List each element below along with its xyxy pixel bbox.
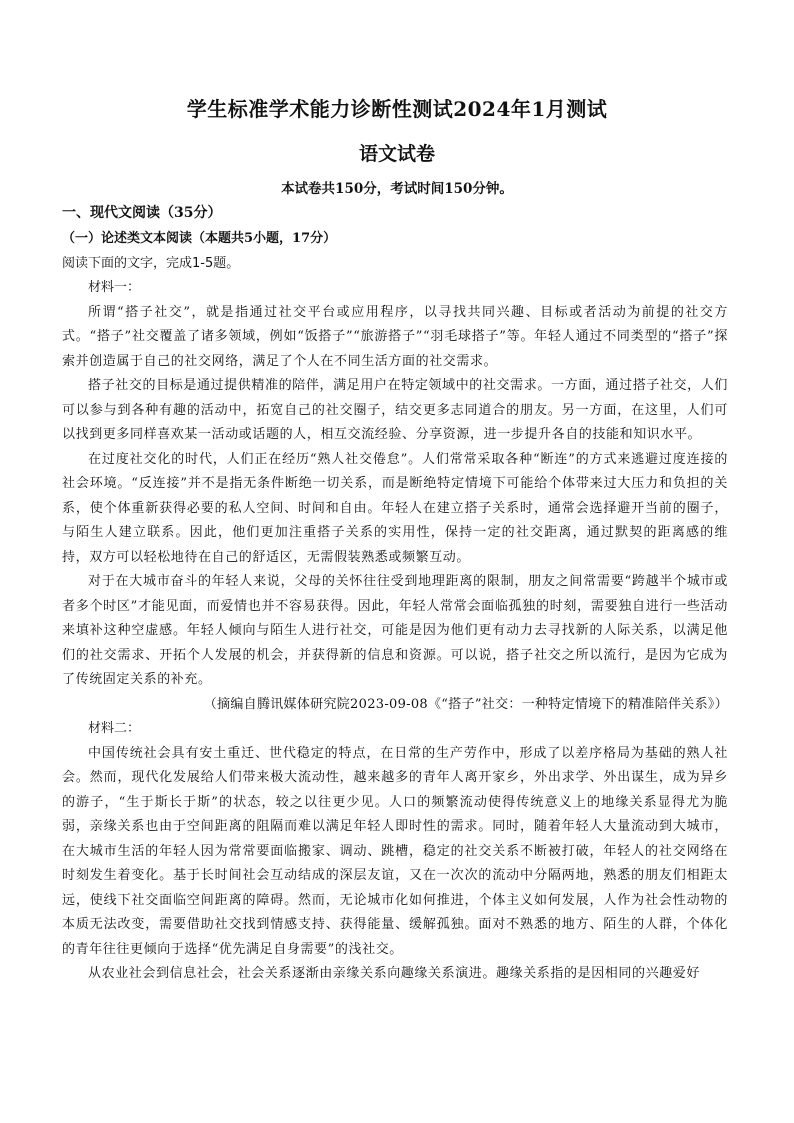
section-heading: 一、现代文阅读（35分） — [62, 205, 222, 221]
material-1-paragraph: 对于在大城市奋斗的年轻人来说，父母的关怀往往受到地理距离的限制，朋友之间常需要“跨越半个城市或者多个时区”才能见面，而爱情也并不容易获得。因此，年轻人常常会面临孤独的时刻，需要独自进行一些活动来填补这种空虚感。年轻人倾向与陌生人进行社交，可能是因为他们更有动力去寻找新的人际关系，以满足他们的社交需求、开拓个人发展的机会，并获得新的信息和资源。可以说，搭子社交之所以流行，是因为它成为了传统固定关系的补充。 — [62, 574, 728, 687]
material-1-paragraph: 搭子社交的目标是通过提供精准的陪伴，满足用户在特定领域中的社交需求。一方面，通过搭子社交，人们可以参与到各种有趣的活动中，拓宽自己的社交圈子，结交更多志同道合的朋友。另一方面，在这里，人们可以找到更多同样喜欢某一活动或话题的人，相互交流经验、分享资源，进一步提升各自的技能和知识水平。 — [62, 378, 728, 442]
exam-subtitle: 语文试卷 — [358, 143, 435, 165]
exam-title: 学生标准学术能力诊断性测试2024年1月测试 — [186, 97, 608, 121]
material-1-label: 材料一： — [88, 280, 141, 295]
material-1-paragraph: 在过度社交化的时代，人们正在经历“熟人社交倦怠”。人们常常采取各种“断连”的方式来逃避过度连接的社会环境。“反连接”并不是指无条件断绝一切关系，而是断绝特定情境下可能给个体带来过大压力和负担的关系，使个体重新获得必要的私人空间、时间和自由。年轻人在建立搭子关系时，通常会选择避开当前的圈子，与陌生人建立联系。因此，他们更加注重搭子关系的实用性，保持一定的社交距离，通过默契的距离感的维持，双方可以轻松地待在自己的舒适区，无需假装熟悉或频繁互动。 — [62, 451, 728, 565]
material-1-source: （摘编自腾讯媒体研究院2023-09-08《“搭子”社交：一种特定情境下的精准陪伴关系》） — [203, 696, 728, 712]
instruction-text: 阅读下面的文字，完成1-5题。 — [62, 256, 240, 271]
material-2-paragraph: 中国传统社会具有安土重迁、世代稳定的特点，在日常的生产劳作中，形成了以差序格局为基础的熟人社会。然而，现代化发展给人们带来极大流动性，越来越多的青年人离开家乡，外出求学、外出谋生，成为异乡的游子，“生于斯长于斯”的状态，较之以往更少见。人口的频繁流动使得传统意义上的地缘关系显得尤为脆弱，亲缘关系也由于空间距离的阻隔而难以满足年轻人即时性的需求。同时，随着年轻人大量流动到大城市，在大城市生活的年轻人因为常常要面临搬家、调动、跳槽，稳定的社交关系不断被打破，年轻人的社交网络在时刻发生着变化。基于长时间社会互动结成的深层友谊，又在一次次的流动中分隔两地，熟悉的朋友们相距太远，使线下社交面临空间距离的障碍。然而，无论城市化如何推进，个体主义如何发展，人作为社会性动物的本质无法改变，需要借助社交找到情感支持、获得能量、缓解孤独。面对不熟悉的地方、陌生的人群，个体化的青年往往更倾向于选择“优先满足自身需要”的浅社交。 — [62, 745, 728, 957]
material-2-label: 材料二： — [88, 721, 141, 736]
material-1-paragraph: 所谓“搭子社交”，就是指通过社交平台或应用程序，以寻找共同兴趣、目标或者活动为前提的社交方式。“搭子”社交覆盖了诸多领域，例如“饭搭子”“旅游搭子”“羽毛球搭子”等。年轻人通过不同类型的“搭子”探索并创造属于自己的社交网络，满足了个人在不同生活方面的社交需求。 — [62, 304, 728, 369]
material-2-paragraph: 从农业社会到信息社会，社会关系逐渐由亲缘关系向趣缘关系演进。趣缘关系指的是因相同的兴趣爱好 — [88, 966, 701, 981]
exam-body — [62, 200, 728, 987]
exam-note: 本试卷共150分，考试时间150分钟。 — [281, 181, 513, 197]
subsection-heading: （一）论述类文本阅读（本题共5小题，17分） — [62, 231, 337, 246]
